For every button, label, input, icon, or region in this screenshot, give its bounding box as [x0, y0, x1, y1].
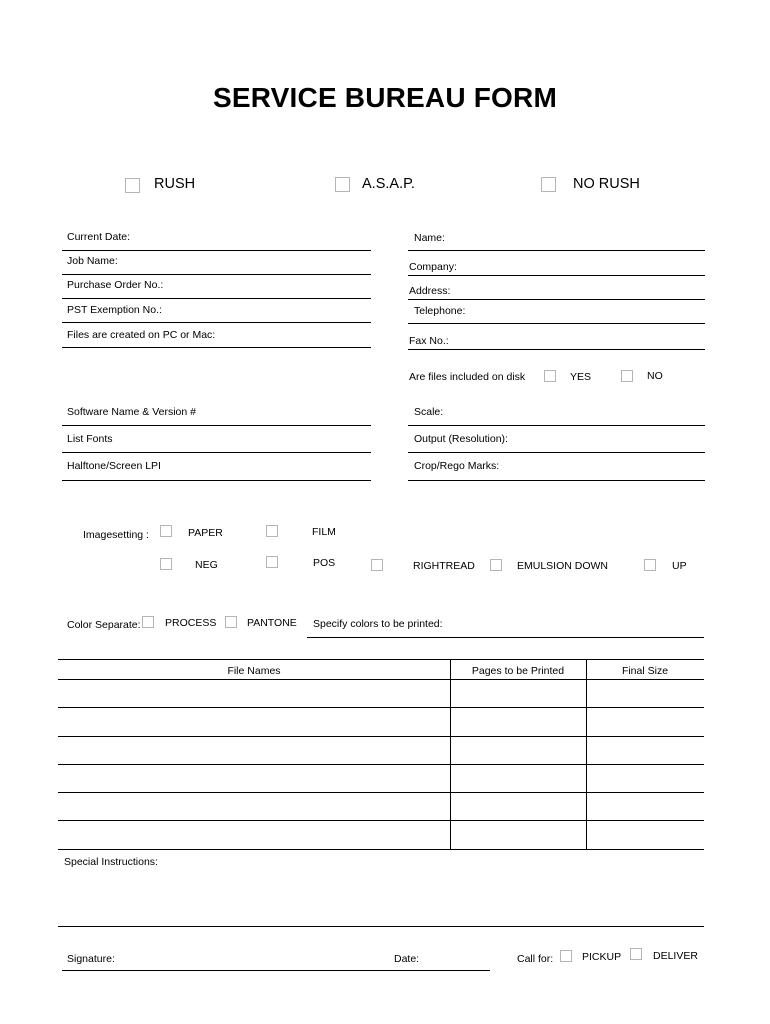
- divider: [408, 275, 705, 276]
- date-label: Date:: [394, 953, 420, 965]
- rush-label: RUSH: [154, 176, 196, 192]
- purchase-order-field[interactable]: [62, 276, 371, 298]
- specify-colors-field[interactable]: [307, 614, 704, 636]
- address-field[interactable]: [408, 277, 705, 299]
- call-for-label: Call for:: [517, 953, 554, 965]
- job-name-field[interactable]: [62, 252, 371, 274]
- divider: [408, 480, 705, 481]
- emulsion-down-checkbox[interactable]: [490, 559, 502, 571]
- file-name-cell[interactable]: [62, 687, 446, 701]
- divider: [408, 349, 705, 350]
- pc-or-mac-label: Files are created on PC or Mac:: [67, 329, 216, 341]
- company-field[interactable]: [408, 253, 705, 275]
- telephone-label: Telephone:: [414, 305, 466, 317]
- final-size-header: Final Size: [621, 665, 669, 677]
- file-name-cell[interactable]: [62, 744, 446, 758]
- disk-no-label: NO: [647, 370, 663, 382]
- deliver-label: DELIVER: [653, 950, 698, 962]
- table-row: [58, 764, 704, 792]
- pages-to-print-header: Pages to be Printed: [471, 665, 565, 677]
- divider: [62, 250, 371, 251]
- pages-to-print-cell[interactable]: [454, 800, 582, 814]
- divider: [408, 452, 705, 453]
- pst-exemption-label: PST Exemption No.:: [67, 304, 162, 316]
- purchase-order-label: Purchase Order No.:: [67, 279, 164, 291]
- table-row: [58, 821, 704, 849]
- table-row-divider: [58, 849, 704, 850]
- file-name-cell[interactable]: [62, 800, 446, 814]
- asap-label: A.S.A.P.: [362, 176, 415, 192]
- list-fonts-label: List Fonts: [67, 433, 113, 445]
- pages-to-print-cell[interactable]: [454, 715, 582, 729]
- paper-label: PAPER: [188, 527, 223, 539]
- pos-label: POS: [313, 557, 336, 569]
- divider: [62, 480, 371, 481]
- final-size-cell[interactable]: [590, 687, 700, 701]
- pantone-label: PANTONE: [247, 617, 297, 629]
- disk-question-label: Are files included on disk: [409, 371, 526, 383]
- up-label: UP: [672, 560, 687, 572]
- process-checkbox[interactable]: [142, 616, 154, 628]
- divider: [408, 323, 705, 324]
- signature-field[interactable]: [62, 948, 382, 970]
- divider: [62, 298, 371, 299]
- divider: [408, 425, 705, 426]
- current-date-field[interactable]: [62, 228, 371, 250]
- table-row: [58, 707, 704, 735]
- film-checkbox[interactable]: [266, 525, 278, 537]
- process-label: PROCESS: [165, 617, 217, 629]
- disk-yes-checkbox[interactable]: [544, 370, 556, 382]
- imagesetting-label: Imagesetting :: [83, 529, 149, 541]
- neg-label: NEG: [195, 559, 218, 571]
- asap-checkbox[interactable]: [335, 177, 350, 192]
- disk-yes-label: YES: [570, 371, 592, 383]
- final-size-cell[interactable]: [590, 772, 700, 786]
- table-row: [58, 792, 704, 820]
- name-label: Name:: [414, 232, 445, 244]
- name-field[interactable]: [408, 229, 705, 251]
- special-instructions-label: Special Instructions:: [64, 856, 158, 868]
- pos-checkbox[interactable]: [266, 556, 278, 568]
- crop-rego-label: Crop/Rego Marks:: [414, 460, 500, 472]
- pc-or-mac-field[interactable]: [62, 325, 371, 347]
- emulsion-down-label: EMULSION DOWN: [517, 560, 609, 572]
- specify-colors-label: Specify colors to be printed:: [313, 618, 443, 630]
- pantone-checkbox[interactable]: [225, 616, 237, 628]
- no-rush-checkbox[interactable]: [541, 177, 556, 192]
- date-field[interactable]: [390, 948, 490, 970]
- divider: [408, 250, 705, 251]
- table-row: [58, 736, 704, 764]
- divider: [307, 637, 704, 638]
- table-row: [58, 679, 704, 707]
- deliver-checkbox[interactable]: [630, 948, 642, 960]
- pst-exemption-field[interactable]: [62, 300, 371, 322]
- divider: [408, 299, 705, 300]
- company-label: Company:: [409, 261, 457, 273]
- file-name-cell[interactable]: [62, 772, 446, 786]
- fax-label: Fax No.:: [409, 335, 449, 347]
- divider: [58, 926, 704, 927]
- divider: [62, 452, 371, 453]
- divider: [62, 425, 371, 426]
- halftone-field[interactable]: [62, 456, 371, 478]
- film-label: FILM: [312, 526, 336, 538]
- final-size-cell[interactable]: [590, 744, 700, 758]
- divider: [62, 970, 490, 971]
- pickup-label: PICKUP: [582, 951, 622, 963]
- special-instructions-field[interactable]: [58, 870, 704, 924]
- signature-label: Signature:: [67, 953, 115, 965]
- file-name-cell[interactable]: [62, 715, 446, 729]
- final-size-cell[interactable]: [590, 829, 700, 843]
- pickup-checkbox[interactable]: [560, 950, 572, 962]
- scale-field[interactable]: [408, 402, 705, 424]
- scale-label: Scale:: [414, 406, 444, 418]
- list-fonts-field[interactable]: [62, 429, 371, 451]
- table-top-border: [58, 659, 704, 660]
- rush-checkbox[interactable]: [125, 178, 140, 193]
- output-resolution-label: Output (Resolution):: [414, 433, 508, 445]
- final-size-cell[interactable]: [590, 800, 700, 814]
- halftone-label: Halftone/Screen LPI: [67, 460, 161, 472]
- current-date-label: Current Date:: [67, 231, 131, 243]
- up-checkbox[interactable]: [644, 559, 656, 571]
- pages-to-print-cell[interactable]: [454, 744, 582, 758]
- address-label: Address:: [409, 285, 451, 297]
- neg-checkbox[interactable]: [160, 558, 172, 570]
- paper-checkbox[interactable]: [160, 525, 172, 537]
- final-size-cell[interactable]: [590, 715, 700, 729]
- form-title: SERVICE BUREAU FORM: [213, 82, 557, 113]
- software-name-label: Software Name & Version #: [67, 406, 196, 418]
- fax-field[interactable]: [408, 326, 705, 348]
- job-name-label: Job Name:: [67, 255, 118, 267]
- divider: [62, 347, 371, 348]
- software-name-field[interactable]: [62, 402, 371, 424]
- pages-to-print-cell[interactable]: [454, 829, 582, 843]
- file-table: [58, 659, 704, 850]
- pages-to-print-cell[interactable]: [454, 687, 582, 701]
- rightread-label: RIGHTREAD: [413, 560, 475, 572]
- divider: [62, 274, 371, 275]
- file-names-header: File Names: [227, 665, 281, 677]
- pages-to-print-cell[interactable]: [454, 772, 582, 786]
- crop-rego-field[interactable]: [408, 456, 705, 478]
- disk-no-checkbox[interactable]: [621, 370, 633, 382]
- divider: [62, 322, 371, 323]
- rightread-checkbox[interactable]: [371, 559, 383, 571]
- no-rush-label: NO RUSH: [573, 176, 640, 192]
- telephone-field[interactable]: [408, 301, 705, 323]
- file-name-cell[interactable]: [62, 829, 446, 843]
- color-separate-label: Color Separate:: [67, 619, 141, 631]
- output-resolution-field[interactable]: [408, 429, 705, 451]
